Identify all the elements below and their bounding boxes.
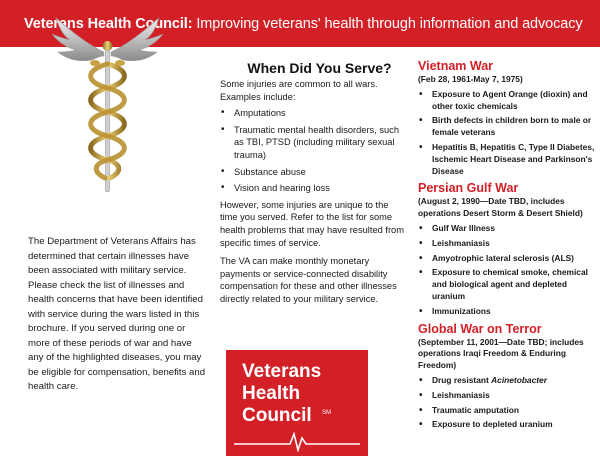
- war-title-vietnam: Vietnam War: [418, 59, 494, 73]
- list-item: • Traumatic mental health disorders, such as TBI, PTSD (including military sexual trauma): [220, 124, 405, 162]
- list-item: • Exposure to chemical smoke, chemical and biological agent and depleted uranium: [418, 267, 596, 302]
- list-item: • Gulf War Illness: [418, 223, 596, 235]
- intro-paragraph: The Department of Veterans Affairs has determined that certain illnesses have been associated with military service. Please check the list of illnesses and health concerns that have been identified with service during the wars listed in this brochure. If you served during one or more of these periods of war and have any of the highlighted diseases, you may be eligible for compensation, benefits and health care.: [28, 236, 206, 392]
- list-item: • Leishmaniasis: [418, 238, 596, 250]
- logo-mark: SM: [322, 410, 331, 416]
- vhc-logo: [226, 350, 368, 456]
- list-item-italic: Acinetobacter: [491, 374, 547, 385]
- list-item: • Vision and hearing loss: [220, 182, 405, 195]
- war-dates-vietnam: (Feb 28, 1961-May 7, 1975): [418, 74, 523, 84]
- serve-lead: Some injuries are common to all wars. Examples include:: [220, 79, 378, 102]
- right-column: [418, 55, 596, 434]
- list-item: • Amyotrophic lateral sclerosis (ALS): [418, 253, 596, 265]
- list-item: • Birth defects in children born to male or female veterans: [418, 115, 596, 139]
- serve-heading: When Did You Serve?: [247, 60, 392, 76]
- caduceus-icon: [50, 16, 165, 196]
- list-item: • Immunizations: [418, 306, 596, 318]
- list-item: [418, 375, 596, 387]
- list-item-text: Drug resistant: [432, 374, 492, 385]
- list-item: • Leishmaniasis: [418, 390, 596, 402]
- logo-line-1: Veterans: [242, 361, 322, 382]
- war-title-gulf: Persian Gulf War: [418, 181, 519, 196]
- list-item: • Amputations: [220, 107, 405, 120]
- war-title-terror: Global War on Terror: [418, 321, 542, 336]
- vietnam-list: [418, 89, 596, 178]
- banner-org: Veterans Health Council:: [24, 15, 193, 32]
- war-dates-terror: (September 11, 2001—Date TBD; includes operations Iraqi Freedom & Enduring Freedom): [418, 336, 584, 371]
- gulf-list: [418, 223, 596, 318]
- serve-para-2: The VA can make monthly monetary payments or service-connected disability compensation for these and other illnesses directly related to your military service.: [220, 256, 397, 304]
- list-item: • Exposure to depleted uranium: [418, 419, 596, 431]
- logo-line-3: Council: [242, 405, 312, 426]
- banner-tagline: Improving veterans' health through information and advocacy: [196, 15, 583, 32]
- common-injuries-list: [220, 107, 405, 195]
- logo-line-2: Health: [242, 383, 301, 404]
- list-item: • Exposure to Agent Orange (dioxin) and other toxic chemicals: [418, 89, 596, 113]
- serve-para-1: However, some injuries are unique to the time you served. Refer to the list for some health problems that may have resulted from specific times of service.: [220, 199, 404, 248]
- heartbeat-icon: [234, 430, 360, 452]
- war-dates-gulf: (August 2, 1990—Date TBD, includes operations Desert Storm & Desert Shield): [418, 196, 583, 219]
- terror-list: [418, 375, 596, 431]
- middle-column: [220, 60, 405, 306]
- list-item: • Traumatic amputation: [418, 405, 596, 417]
- list-item: • Substance abuse: [220, 166, 405, 179]
- list-item: • Hepatitis B, Hepatitis C, Type II Diabetes, Ischemic Heart Disease and Parkinson's Disease: [418, 142, 596, 177]
